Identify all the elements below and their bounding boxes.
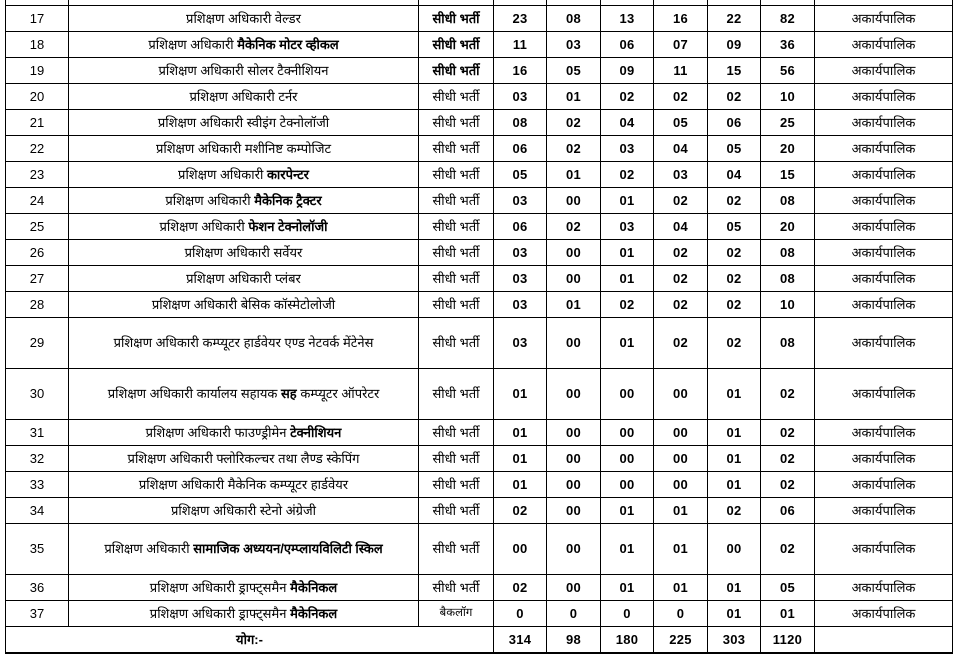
vacancy-count-cell: 01 — [708, 472, 761, 498]
vacancy-count-cell: 03 — [494, 188, 547, 214]
vacancy-count-cell: 01 — [494, 472, 547, 498]
post-name-cell — [69, 601, 419, 627]
vacancy-count-cell: 04 — [601, 110, 654, 136]
post-name-segment: प्रशिक्षण अधिकारी सर्वेयर — [184, 244, 303, 260]
serial-number-cell: 17 — [6, 6, 69, 32]
post-name-bold-segment: सह — [281, 386, 297, 402]
vacancy-count-cell: 02 — [708, 266, 761, 292]
vacancy-count-cell: 02 — [708, 240, 761, 266]
recruitment-type-cell: सीधी भर्ती — [419, 136, 494, 162]
vacancy-count-cell: 02 — [708, 292, 761, 318]
serial-number-cell: 24 — [6, 188, 69, 214]
vacancy-count-cell: 08 — [761, 188, 815, 214]
post-name-segment: प्रशिक्षण अधिकारी कम्प्यूटर हार्डवेयर एण्ड नेटवर्क मेंटेनेस — [113, 335, 374, 351]
vacancy-count-cell: 02 — [654, 266, 708, 292]
vacancy-count-cell: 03 — [601, 136, 654, 162]
post-name-segment: प्रशिक्षण अधिकारी — [104, 541, 194, 557]
vacancy-count-cell: 08 — [761, 318, 815, 369]
serial-number-cell: 31 — [6, 420, 69, 446]
post-name-segment: प्रशिक्षण अधिकारी — [165, 192, 255, 208]
recruitment-type-cell: सीधी भर्ती — [419, 446, 494, 472]
recruitment-type-cell: बैकलॉग — [419, 601, 494, 627]
post-name-segment: प्रशिक्षण अधिकारी कार्यालय सहायक — [107, 386, 282, 402]
category-cell: अकार्यपालिक — [815, 136, 953, 162]
post-name-cell — [69, 188, 419, 214]
vacancy-count-cell: 02 — [654, 292, 708, 318]
post-name-cell — [69, 136, 419, 162]
vacancy-count-cell: 16 — [654, 6, 708, 32]
vacancy-count-cell: 02 — [654, 188, 708, 214]
table-row — [6, 188, 953, 214]
category-cell: अकार्यपालिक — [815, 6, 953, 32]
recruitment-type-cell: सीधी भर्ती — [419, 318, 494, 369]
vacancy-count-cell: 15 — [761, 162, 815, 188]
total-count-cell: 314 — [494, 627, 547, 654]
vacancy-count-cell: 01 — [547, 162, 601, 188]
vacancy-count-cell: 02 — [761, 472, 815, 498]
vacancy-count-cell: 04 — [654, 214, 708, 240]
vacancy-count-cell: 06 — [494, 214, 547, 240]
category-cell: अकार्यपालिक — [815, 162, 953, 188]
vacancy-count-cell: 02 — [654, 84, 708, 110]
vacancy-count-cell: 02 — [654, 240, 708, 266]
total-row — [6, 627, 953, 654]
vacancy-count-cell: 00 — [547, 318, 601, 369]
vacancy-count-cell: 02 — [761, 524, 815, 575]
category-cell: अकार्यपालिक — [815, 318, 953, 369]
post-name-bold-segment: कारपेन्टर — [266, 166, 309, 182]
table-row — [6, 601, 953, 627]
category-cell: अकार्यपालिक — [815, 266, 953, 292]
vacancy-count-cell: 08 — [761, 240, 815, 266]
vacancy-count-cell: 10 — [761, 84, 815, 110]
vacancy-count-cell: 01 — [708, 446, 761, 472]
post-name-segment: प्रशिक्षण अधिकारी स्वीइंग टेक्नोलॉजी — [157, 114, 330, 130]
category-cell: अकार्यपालिक — [815, 214, 953, 240]
vacancy-count-cell: 03 — [494, 292, 547, 318]
post-name-cell — [69, 369, 419, 420]
category-cell: अकार्यपालिक — [815, 292, 953, 318]
category-cell: अकार्यपालिक — [815, 446, 953, 472]
vacancy-count-cell: 08 — [494, 110, 547, 136]
vacancy-count-cell: 01 — [494, 420, 547, 446]
post-name-cell — [69, 446, 419, 472]
vacancy-count-cell: 01 — [601, 266, 654, 292]
vacancy-count-cell: 00 — [654, 369, 708, 420]
vacancy-count-cell: 00 — [654, 472, 708, 498]
post-name-segment: प्रशिक्षण अधिकारी सोलर टैक्नीशियन — [158, 62, 329, 78]
table-row — [6, 524, 953, 575]
vacancy-count-cell: 00 — [708, 524, 761, 575]
category-cell: अकार्यपालिक — [815, 240, 953, 266]
vacancy-count-cell: 02 — [494, 498, 547, 524]
recruitment-type-cell: सीधी भर्ती — [419, 110, 494, 136]
post-name-cell — [69, 240, 419, 266]
post-name-cell — [69, 110, 419, 136]
vacancy-count-cell: 13 — [601, 6, 654, 32]
vacancy-count-cell: 02 — [547, 136, 601, 162]
total-empty-cell — [815, 627, 953, 654]
vacancy-count-cell: 00 — [601, 446, 654, 472]
post-name-segment: प्रशिक्षण अधिकारी — [159, 218, 249, 234]
serial-number-cell: 26 — [6, 240, 69, 266]
vacancy-count-cell: 22 — [708, 6, 761, 32]
vacancy-count-cell: 01 — [708, 601, 761, 627]
vacancy-count-cell: 02 — [761, 369, 815, 420]
recruitment-type-cell: सीधी भर्ती — [419, 58, 494, 84]
vacancy-count-cell: 06 — [761, 498, 815, 524]
vacancy-count-cell: 05 — [761, 575, 815, 601]
vacancy-table-body — [6, 0, 953, 653]
vacancy-count-cell: 01 — [547, 84, 601, 110]
vacancy-count-cell: 03 — [494, 318, 547, 369]
category-cell: अकार्यपालिक — [815, 420, 953, 446]
post-name-segment: प्रशिक्षण अधिकारी फाउण्ड्रीमेन — [145, 424, 291, 440]
serial-number-cell: 22 — [6, 136, 69, 162]
post-name-cell — [69, 162, 419, 188]
vacancy-count-cell: 08 — [761, 266, 815, 292]
category-cell: अकार्यपालिक — [815, 188, 953, 214]
serial-number-cell: 30 — [6, 369, 69, 420]
post-name-segment: प्रशिक्षण अधिकारी मैकेनिक कम्प्यूटर हार्डवेयर — [138, 476, 349, 492]
vacancy-count-cell: 00 — [601, 369, 654, 420]
post-name-cell — [69, 472, 419, 498]
vacancy-count-cell: 01 — [601, 498, 654, 524]
serial-number-cell: 29 — [6, 318, 69, 369]
vacancy-count-cell: 01 — [547, 292, 601, 318]
serial-number-cell: 33 — [6, 472, 69, 498]
vacancy-count-cell: 01 — [494, 369, 547, 420]
table-row — [6, 6, 953, 32]
table-row — [6, 32, 953, 58]
post-name-segment: प्रशिक्षण अधिकारी फ्लोरिकल्चर तथा लैण्ड स्केपिंग — [127, 450, 360, 466]
vacancy-count-cell: 03 — [601, 214, 654, 240]
vacancy-count-cell: 01 — [654, 524, 708, 575]
vacancy-count-cell: 00 — [601, 472, 654, 498]
vacancy-count-cell: 00 — [547, 369, 601, 420]
post-name-cell — [69, 420, 419, 446]
vacancy-count-cell: 04 — [708, 162, 761, 188]
vacancy-count-cell: 25 — [761, 110, 815, 136]
vacancy-count-cell: 36 — [761, 32, 815, 58]
post-name-cell — [69, 292, 419, 318]
category-cell: अकार्यपालिक — [815, 110, 953, 136]
post-name-bold-segment: सामाजिक अध्ययन/एम्प्लायविलिटी स्किल — [193, 541, 383, 557]
serial-number-cell: 35 — [6, 524, 69, 575]
vacancy-count-cell: 06 — [601, 32, 654, 58]
vacancy-count-cell: 01 — [601, 240, 654, 266]
recruitment-type-cell: सीधी भर्ती — [419, 420, 494, 446]
recruitment-type-cell: सीधी भर्ती — [419, 240, 494, 266]
vacancy-count-cell: 02 — [761, 420, 815, 446]
post-name-segment: कम्प्यूटर ऑपरेटर — [296, 386, 380, 402]
post-name-cell — [69, 266, 419, 292]
vacancy-count-cell: 16 — [494, 58, 547, 84]
recruitment-type-cell: सीधी भर्ती — [419, 266, 494, 292]
post-name-segment: प्रशिक्षण अधिकारी — [178, 166, 267, 182]
vacancy-count-cell: 03 — [494, 240, 547, 266]
serial-number-cell: 37 — [6, 601, 69, 627]
vacancy-count-cell: 01 — [708, 420, 761, 446]
vacancy-count-cell: 0 — [547, 601, 601, 627]
post-name-cell — [69, 6, 419, 32]
total-label: योग:- — [6, 627, 494, 654]
table-row — [6, 420, 953, 446]
vacancy-count-cell: 03 — [494, 266, 547, 292]
recruitment-type-cell: सीधी भर्ती — [419, 472, 494, 498]
vacancy-count-cell: 00 — [494, 524, 547, 575]
recruitment-type-cell: सीधी भर्ती — [419, 369, 494, 420]
vacancy-count-cell: 06 — [708, 110, 761, 136]
post-name-cell — [69, 214, 419, 240]
post-name-cell — [69, 498, 419, 524]
table-row — [6, 214, 953, 240]
post-name-cell — [69, 524, 419, 575]
category-cell: अकार्यपालिक — [815, 32, 953, 58]
post-name-cell — [69, 58, 419, 84]
vacancy-count-cell: 02 — [601, 292, 654, 318]
vacancy-count-cell: 10 — [761, 292, 815, 318]
serial-number-cell: 19 — [6, 58, 69, 84]
table-row — [6, 110, 953, 136]
vacancy-count-cell: 00 — [654, 446, 708, 472]
vacancy-count-cell: 00 — [547, 240, 601, 266]
serial-number-cell: 23 — [6, 162, 69, 188]
vacancy-count-cell: 00 — [547, 575, 601, 601]
post-name-segment: प्रशिक्षण अधिकारी वेल्डर — [186, 10, 301, 26]
category-cell: अकार्यपालिक — [815, 575, 953, 601]
post-name-segment: प्रशिक्षण अधिकारी ड्राफ्ट्समैन — [149, 605, 291, 621]
post-name-cell — [69, 575, 419, 601]
vacancy-count-cell: 02 — [601, 162, 654, 188]
vacancy-count-cell: 03 — [654, 162, 708, 188]
category-cell: अकार्यपालिक — [815, 58, 953, 84]
vacancy-count-cell: 11 — [654, 58, 708, 84]
vacancy-count-cell: 02 — [708, 318, 761, 369]
vacancy-count-cell: 00 — [547, 420, 601, 446]
vacancy-count-cell: 05 — [708, 136, 761, 162]
table-row — [6, 266, 953, 292]
table-row — [6, 318, 953, 369]
post-name-segment: प्रशिक्षण अधिकारी स्टेनो अंग्रेजी — [171, 502, 316, 518]
serial-number-cell: 27 — [6, 266, 69, 292]
vacancy-count-cell: 56 — [761, 58, 815, 84]
vacancy-count-cell: 03 — [494, 84, 547, 110]
recruitment-type-cell: सीधी भर्ती — [419, 188, 494, 214]
post-name-segment: प्रशिक्षण अधिकारी बेसिक कॉस्मेटोलोजी — [151, 296, 336, 312]
total-count-cell: 225 — [654, 627, 708, 654]
recruitment-type-cell: सीधी भर्ती — [419, 84, 494, 110]
vacancy-count-cell: 02 — [547, 214, 601, 240]
post-name-bold-segment: टेक्नीशियन — [290, 424, 342, 440]
vacancy-count-cell: 11 — [494, 32, 547, 58]
table-row — [6, 498, 953, 524]
recruitment-type-cell: सीधी भर्ती — [419, 214, 494, 240]
vacancy-count-cell: 01 — [601, 524, 654, 575]
post-name-cell — [69, 84, 419, 110]
post-name-segment: प्रशिक्षण अधिकारी प्लंबर — [186, 270, 301, 286]
vacancy-count-cell: 82 — [761, 6, 815, 32]
vacancy-count-cell: 02 — [494, 575, 547, 601]
vacancy-count-cell: 01 — [708, 575, 761, 601]
vacancy-count-cell: 02 — [654, 318, 708, 369]
vacancy-count-cell: 00 — [547, 472, 601, 498]
vacancy-count-cell: 05 — [494, 162, 547, 188]
serial-number-cell: 34 — [6, 498, 69, 524]
serial-number-cell: 21 — [6, 110, 69, 136]
serial-number-cell: 20 — [6, 84, 69, 110]
category-cell: अकार्यपालिक — [815, 369, 953, 420]
vacancy-count-cell: 06 — [494, 136, 547, 162]
total-count-cell: 98 — [547, 627, 601, 654]
recruitment-type-cell: सीधी भर्ती — [419, 498, 494, 524]
post-name-cell — [69, 318, 419, 369]
vacancy-count-cell: 02 — [547, 110, 601, 136]
vacancy-count-cell: 01 — [708, 369, 761, 420]
vacancy-count-cell: 00 — [601, 420, 654, 446]
category-cell: अकार्यपालिक — [815, 84, 953, 110]
vacancy-count-cell: 01 — [654, 575, 708, 601]
table-row — [6, 369, 953, 420]
vacancy-count-cell: 0 — [601, 601, 654, 627]
recruitment-type-cell: सीधी भर्ती — [419, 575, 494, 601]
post-name-cell — [69, 32, 419, 58]
vacancy-count-cell: 05 — [708, 214, 761, 240]
post-name-segment: प्रशिक्षण अधिकारी टर्नर — [189, 88, 298, 104]
recruitment-type-cell: सीधी भर्ती — [419, 6, 494, 32]
total-count-cell: 303 — [708, 627, 761, 654]
vacancy-count-cell: 01 — [601, 318, 654, 369]
vacancy-count-cell: 20 — [761, 214, 815, 240]
post-name-bold-segment: फेशन टेक्नोलॉजी — [248, 218, 328, 234]
post-name-bold-segment: मैकेनिक ट्रैक्टर — [254, 192, 322, 208]
vacancy-count-cell: 00 — [547, 446, 601, 472]
total-count-cell: 1120 — [761, 627, 815, 654]
table-row — [6, 472, 953, 498]
post-name-segment: प्रशिक्षण अधिकारी मशीनिष्ट कम्पोजिट — [155, 140, 332, 156]
vacancy-count-cell: 02 — [708, 498, 761, 524]
vacancy-count-cell: 01 — [761, 601, 815, 627]
table-row — [6, 136, 953, 162]
vacancy-count-cell: 07 — [654, 32, 708, 58]
vacancy-count-cell: 01 — [601, 575, 654, 601]
vacancy-count-cell: 09 — [708, 32, 761, 58]
vacancy-count-cell: 00 — [547, 188, 601, 214]
vacancy-count-cell: 01 — [654, 498, 708, 524]
table-row — [6, 446, 953, 472]
table-row — [6, 84, 953, 110]
table-row — [6, 575, 953, 601]
vacancy-count-cell: 01 — [494, 446, 547, 472]
vacancy-count-cell: 0 — [654, 601, 708, 627]
table-row — [6, 292, 953, 318]
recruitment-type-cell: सीधी भर्ती — [419, 32, 494, 58]
post-name-bold-segment: मैकेनिकल — [290, 605, 338, 621]
vacancy-table — [5, 0, 953, 654]
vacancy-count-cell: 20 — [761, 136, 815, 162]
post-name-bold-segment: मैकेनिकल — [290, 579, 338, 595]
category-cell: अकार्यपालिक — [815, 524, 953, 575]
category-cell: अकार्यपालिक — [815, 601, 953, 627]
vacancy-count-cell: 00 — [547, 498, 601, 524]
table-row — [6, 58, 953, 84]
serial-number-cell: 25 — [6, 214, 69, 240]
vacancy-count-cell: 05 — [654, 110, 708, 136]
vacancy-count-cell: 02 — [708, 188, 761, 214]
vacancy-count-cell: 02 — [761, 446, 815, 472]
serial-number-cell: 18 — [6, 32, 69, 58]
vacancy-count-cell: 00 — [547, 266, 601, 292]
vacancy-count-cell: 02 — [601, 84, 654, 110]
vacancy-count-cell: 01 — [601, 188, 654, 214]
vacancy-count-cell: 00 — [547, 524, 601, 575]
vacancy-count-cell: 08 — [547, 6, 601, 32]
recruitment-type-cell: सीधी भर्ती — [419, 292, 494, 318]
vacancy-count-cell: 09 — [601, 58, 654, 84]
vacancy-count-cell: 15 — [708, 58, 761, 84]
vacancy-count-cell: 0 — [494, 601, 547, 627]
vacancy-count-cell: 02 — [708, 84, 761, 110]
recruitment-type-cell: सीधी भर्ती — [419, 524, 494, 575]
vacancy-count-cell: 04 — [654, 136, 708, 162]
vacancy-count-cell: 23 — [494, 6, 547, 32]
post-name-segment: प्रशिक्षण अधिकारी ड्राफ्ट्समैन — [149, 579, 291, 595]
post-name-bold-segment: मैकेनिक मोटर व्हीकल — [237, 36, 339, 52]
category-cell: अकार्यपालिक — [815, 472, 953, 498]
serial-number-cell: 28 — [6, 292, 69, 318]
total-count-cell: 180 — [601, 627, 654, 654]
vacancy-count-cell: 05 — [547, 58, 601, 84]
vacancy-count-cell: 00 — [654, 420, 708, 446]
table-row — [6, 162, 953, 188]
post-name-segment: प्रशिक्षण अधिकारी — [148, 36, 238, 52]
recruitment-type-cell: सीधी भर्ती — [419, 162, 494, 188]
table-row — [6, 240, 953, 266]
category-cell: अकार्यपालिक — [815, 498, 953, 524]
serial-number-cell: 32 — [6, 446, 69, 472]
serial-number-cell: 36 — [6, 575, 69, 601]
vacancy-count-cell: 03 — [547, 32, 601, 58]
